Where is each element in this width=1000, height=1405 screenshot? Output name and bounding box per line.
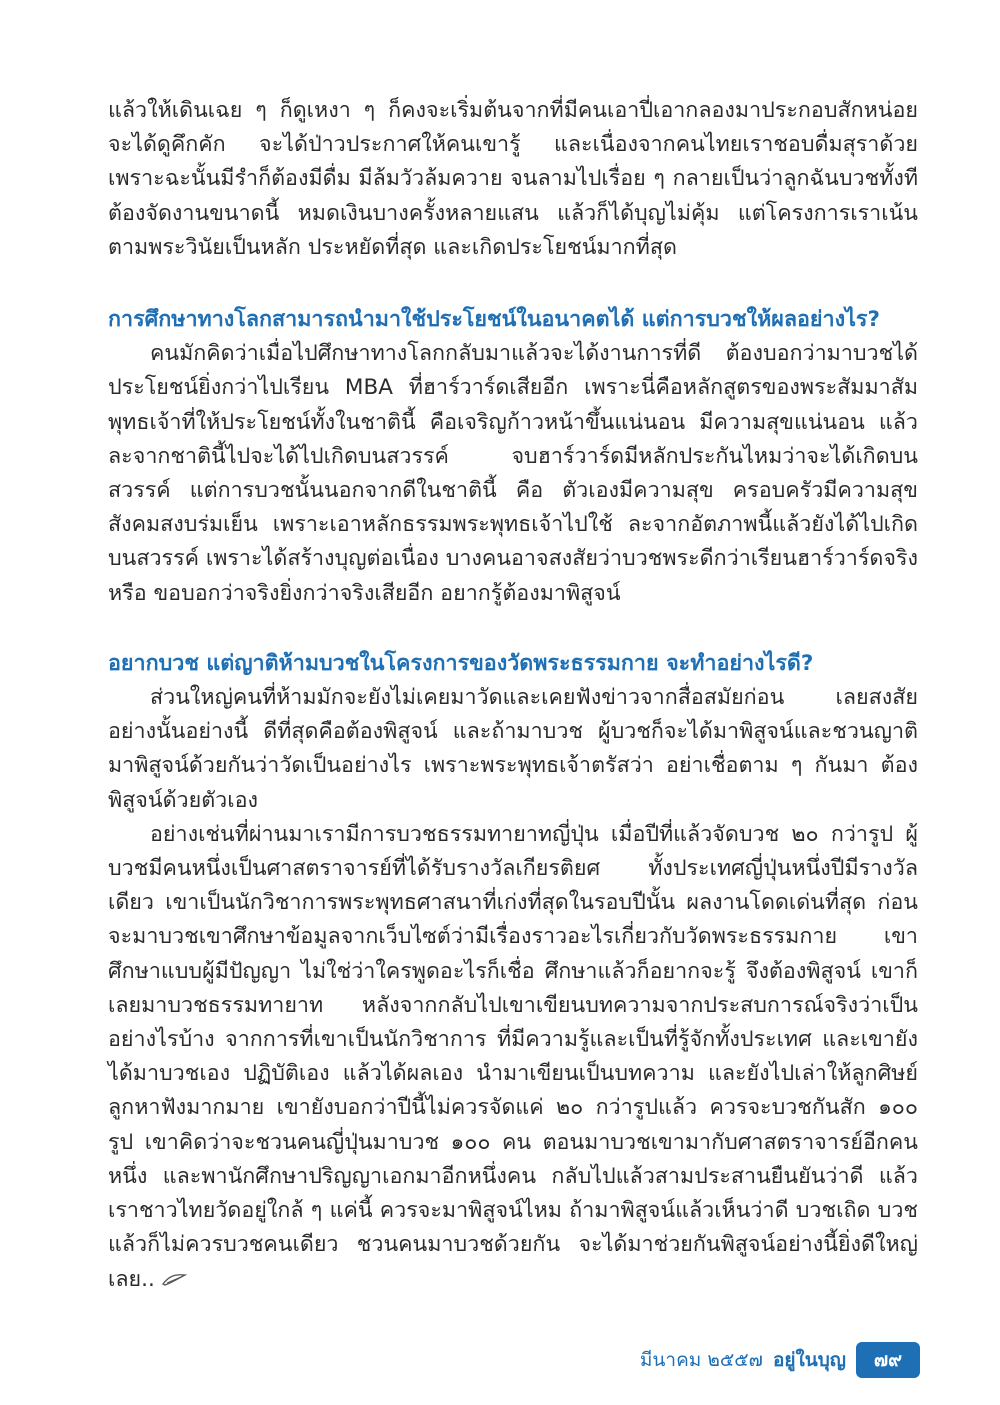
page-number-badge: ๗๙: [856, 1342, 920, 1378]
section2-paragraph-2-text: อย่างเช่นที่ผ่านมาเรามีการบวชธรรมทายาทญี่ปุ่น เมื่อปีที่แล้วจัดบวช ๒๐ กว่ารูป ผู้บวชมีคนหนึ่งเป็นศาสตราจารย์ที่ได้รับรางวัลเกียรติยศ ทั้งประเทศญี่ปุ่นหนึ่งปีมีรางวัลเดียว เขาเป็นนักวิชาการพระพุทธศาสนาที่เก่งที่สุดในรอบปีนั้น ผลงานโดดเด่นที่สุด ก่อนจะมาบวชเขาศึกษาข้อมูลจากเว็บไซต์ว่ามีเรื่องราวอะไรเกี่ยวกับวัดพระธรรมกาย เขาศึกษาแบบผู้มีปัญญา ไม่ใช่ว่าใครพูดอะไรก็เชื่อ ศึกษาแล้วก็อยากจะรู้ จึงต้องพิสูจน์ เขาก็เลยมาบวชธรรมทายาท หลังจากกลับไปเขาเขียนบทความจากประสบการณ์จริงว่าเป็นอย่างไรบ้าง จากการที่เขาเป็นนักวิชาการ ที่มีความรู้และเป็นที่รู้จักทั้งประเทศ และเขายังได้มาบวชเอง ปฏิบัติเอง แล้วได้ผลเอง นำมาเขียนเป็นบทความ และยังไปเล่าให้ลูกศิษย์ลูกหาฟังมากมาย เขายังบอกว่าปีนี้ไม่ควรจัดแค่ ๒๐ กว่ารูปแล้ว ควรจะบวชกันสัก ๑๐๐ รูป เขาคิดว่าจะชวนคนญี่ปุ่นมาบวช ๑๐๐ คน ตอนมาบวชเขามากับศาสตราจารย์อีกคนหนึ่ง และพานักศึกษาปริญญาเอกมาอีกหนึ่งคน กลับไปแล้วสามประสานยืนยันว่าดี แล้วเราชาวไทยวัดอยู่ใกล้ ๆ แค่นี้ ควรจะมาพิสูจน์ไหม ถ้ามาพิสูจน์แล้วเห็นว่าดี บวชเถิด บวชแล้วก็ไม่ควรบวชคนเดียว ชวนคนมาบวชด้วยกัน จะได้มาช่วยกันพิสูจน์อย่างนี้ยิ่งดีใหญ่เลย..: [108, 821, 918, 1292]
section2-heading: อยากบวช แต่ญาติห้ามบวชในโครงการของวัดพระธรรมกาย จะทำอย่างไรดี?: [108, 650, 814, 676]
footer-magazine-title: อยู่ในบุญ: [772, 1349, 846, 1371]
page-footer: [640, 1343, 920, 1377]
footer-date: มีนาคม ๒๕๕๗: [639, 1349, 763, 1371]
section2-paragraph-2: [108, 818, 918, 1297]
intro-paragraph: แล้วให้เดินเฉย ๆ ก็ดูเหงา ๆ ก็คงจะเริ่มต้นจากที่มีคนเอาปี่เอากลองมาประกอบสักหน่อย จะได้ดูคึกคัก จะได้ป่าวประกาศให้คนเขารู้ และเนื่องจากคนไทยเราชอบดื่มสุราด้วย เพราะฉะนั้นมีรำก็ต้องมีดื่ม มีล้มวัวล้มควาย จนลามไปเรื่อย ๆ กลายเป็นว่าลูกฉันบวชทั้งที ต้องจัดงานขนาดนี้ หมดเงินบางครั้งหลายแสน แล้วก็ได้บุญไม่คุ้ม แต่โครงการเราเน้นตามพระวินัยเป็นหลัก ประหยัดที่สุด และเกิดประโยชน์มากที่สุด: [108, 98, 918, 260]
quill-signature-icon: [161, 1273, 187, 1287]
section2-paragraph-1: ส่วนใหญ่คนที่ห้ามมักจะยังไม่เคยมาวัดและเคยฟังข่าวจากสื่อสมัยก่อน เลยสงสัยอย่างนั้นอย่างนี้ ดีที่สุดคือต้องพิสูจน์ และถ้ามาบวช ผู้บวชก็จะได้มาพิสูจน์และชวนญาติมาพิสูจน์ด้วยกันว่าวัดเป็นอย่างไร เพราะพระพุทธเจ้าตรัสว่า อย่าเชื่อตาม ๆ กันมา ต้องพิสูจน์ด้วยตัวเอง: [108, 685, 918, 813]
section1-heading: การศึกษาทางโลกสามารถนำมาใช้ประโยชน์ในอนาคตได้ แต่การบวชให้ผลอย่างไร?: [108, 307, 880, 333]
article-content: [108, 94, 918, 1297]
section1-paragraph: คนมักคิดว่าเมื่อไปศึกษาทางโลกกลับมาแล้วจะได้งานการที่ดี ต้องบอกว่ามาบวชได้ประโยชน์ยิ่งกว่าไปเรียน MBA ที่ฮาร์วาร์ดเสียอีก เพราะนี่คือหลักสูตรของพระสัมมาสัมพุทธเจ้าที่ให้ประโยชน์ทั้งในชาตินี้ คือเจริญก้าวหน้าขึ้นแน่นอน มีความสุขแน่นอน แล้วละจากชาตินี้ไปจะได้ไปเกิดบนสวรรค์ จบฮาร์วาร์ดมีหลักประกันไหมว่าจะได้เกิดบนสวรรค์ แต่การบวชนั้นนอกจากดีในชาตินี้ คือ ตัวเองมีความสุข ครอบครัวมีความสุข สังคมสงบร่มเย็น เพราะเอาหลักธรรมพระพุทธเจ้าไปใช้ ละจากอัตภาพนี้แล้วยังได้ไปเกิดบนสวรรค์ เพราะได้สร้างบุญต่อเนื่อง บางคนอาจสงสัยว่าบวชพระดีกว่าเรียนฮาร์วาร์ดจริงหรือ ขอบอกว่าจริงยิ่งกว่าจริงเสียอีก อยากรู้ต้องมาพิสูจน์: [108, 341, 918, 606]
